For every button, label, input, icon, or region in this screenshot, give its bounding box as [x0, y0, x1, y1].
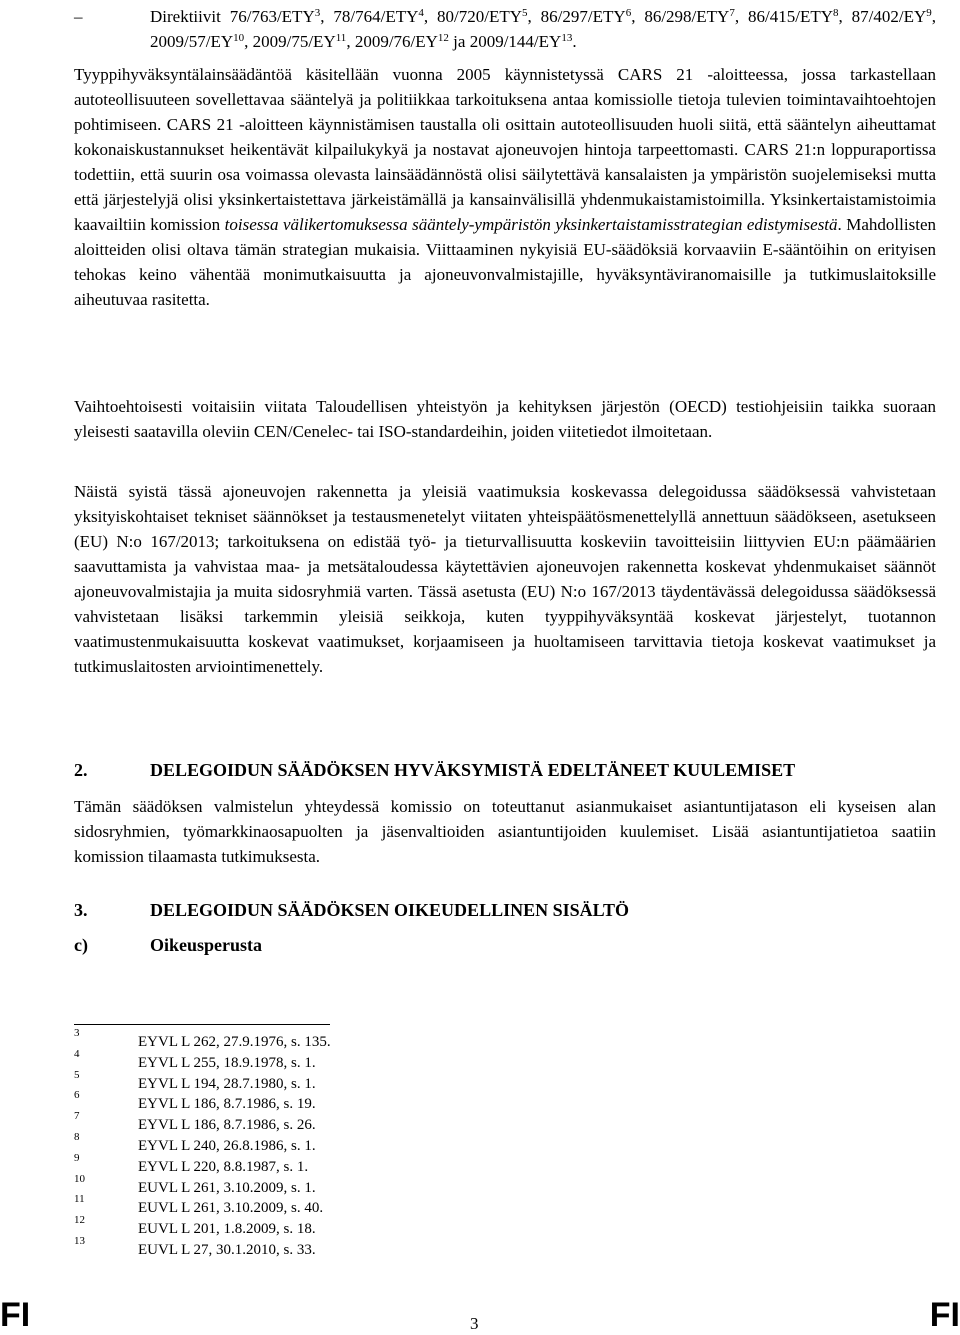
footnote-number: 13 [74, 1235, 85, 1247]
text-run: Tyyppihyväksyntälainsäädäntöä käsitellään vuonna 2005 käynnistetyssä CARS 21 -aloitteessa, jossa tarkastellaan autoteollisuuteen sovellettavaa sääntelyä ja politiikkaa tarkoituksena antaa komissiolle tietoja tulevien toimintavaihtoehtojen pohtimiseen. [74, 65, 936, 134]
footnote-ref[interactable]: 7 [729, 7, 735, 19]
footnote-ref[interactable]: 11 [335, 32, 347, 44]
footnote-text: EYVL L 255, 18.9.1978, s. 1. [138, 1055, 316, 1071]
directive-ref: , 87/402/EY [838, 7, 927, 26]
footer-language-left: FI [0, 1296, 31, 1334]
footnote-text: EUVL L 261, 3.10.2009, s. 40. [138, 1200, 324, 1216]
directive-list-item [74, 4, 936, 54]
directive-ref: , 80/720/ETY [423, 7, 523, 26]
paragraph-cars21-text [74, 62, 936, 312]
footnote-text: EUVL L 27, 30.1.2010, s. 33. [138, 1242, 316, 1258]
directive-ref: , 86/297/ETY [527, 7, 626, 26]
directive-ref: , 86/298/ETY [631, 7, 730, 26]
text-run: CARS 21:n loppuraportissa todettiin, että suurin osa voimassa olevasta lainsäädännöstä olisi säilytettävä kansalaisten ja ympäristön suojelemiseksi mutta että järjestelyjä olisi yksinkertaistettava järkeistämällä ja kansainvälisillä yhdenmukaistamistoimilla. Yksinkertaistamistoimia kaavailtiin komission [74, 140, 936, 234]
footnote-text: EYVL L 186, 8.7.1986, s. 19. [138, 1096, 316, 1112]
page-number: 3 [470, 1314, 479, 1333]
footnote-ref[interactable]: 8 [833, 7, 839, 19]
subsection-number: c) [74, 935, 88, 955]
footnote-ref[interactable]: 5 [522, 7, 528, 19]
paragraph-cars21 [74, 62, 936, 312]
subsection-heading-c [74, 935, 262, 956]
footnote-text: EUVL L 201, 1.8.2009, s. 18. [138, 1221, 316, 1237]
footnote-number: 3 [74, 1027, 80, 1039]
footnote-number: 8 [74, 1131, 80, 1143]
directive-ref: , 78/764/ETY [320, 7, 419, 26]
footnote-number: 5 [74, 1069, 80, 1081]
list-dash: – [74, 7, 83, 26]
footer-language-right: FI [929, 1296, 960, 1334]
text-run: CARS 21 -aloitteen käynnistämisen taustalla oli osittain autoteollisuuden huoli siitä, että sääntelyn aiheuttamat kokonaiskustannukset heikentävät kilpailukykyä ja nostavat ajoneuvojen hintoja tarpeettomasti. [74, 115, 936, 159]
paragraph-oecd-text: Vaihtoehtoisesti voitaisiin viitata Taloudellisen yhteistyön ja kehityksen järjestön (OECD) testiohjeisiin taikka suoraan yleisesti saatavilla oleviin CEN/Cenelec- tai ISO-standardeihin, joiden viitetiedot ilmoitetaan. [74, 397, 936, 441]
footnote-text: EYVL L 194, 28.7.1980, s. 1. [138, 1076, 316, 1092]
section-title: DELEGOIDUN SÄÄDÖKSEN OIKEUDELLINEN SISÄLTÖ [150, 900, 629, 920]
footnote-number: 11 [74, 1193, 85, 1205]
footnote-number: 6 [74, 1089, 80, 1101]
section-title: DELEGOIDUN SÄÄDÖKSEN HYVÄKSYMISTÄ EDELTÄNEET KUULEMISET [150, 760, 796, 780]
subsection-title: Oikeusperusta [150, 935, 263, 955]
footnote-ref[interactable]: 9 [926, 7, 932, 19]
report-title-italic: toisessa välikertomuksessa sääntely-ympäristön yksinkertaistamisstrategian edistymisestä [224, 215, 838, 234]
directive-ref: , 2009/75/EY [244, 32, 336, 51]
section-number: 3. [74, 900, 88, 920]
directive-list-text [150, 4, 936, 54]
footnote-ref[interactable]: 3 [314, 7, 321, 19]
footnote-text: EYVL L 240, 26.8.1986, s. 1. [138, 1138, 316, 1154]
directive-intro: Direktiivit 76/763/ETY [150, 7, 315, 26]
footnote-number: 4 [74, 1048, 80, 1060]
footnote-ref[interactable]: 12 [437, 32, 449, 44]
footnote-ref[interactable]: 10 [233, 32, 245, 44]
section-heading-2 [74, 760, 795, 781]
section-heading-3 [74, 900, 629, 921]
footnote-number: 7 [74, 1110, 80, 1122]
directive-ref: , 2009/57/EY [150, 7, 937, 51]
directive-ref: , 2009/76/EY [346, 32, 438, 51]
footnote-text: EYVL L 186, 8.7.1986, s. 26. [138, 1117, 316, 1133]
paragraph-reasons [74, 479, 936, 679]
footnote-text: EYVL L 262, 27.9.1976, s. 135. [138, 1034, 331, 1050]
footnote-text: EUVL L 261, 3.10.2009, s. 1. [138, 1180, 316, 1196]
directive-ref: . [572, 32, 577, 51]
paragraph-consultation-text: Tämän säädöksen valmistelun yhteydessä komissio on toteuttanut asianmukaiset asiantuntijatason eli kyseisen alan sidosryhmien, työmarkkinaosapuolten ja jäsenvaltioiden asiantuntijoiden kuulemiset. Lisää asiantuntijatietoa saatiin komission tilaamasta tutkimuksesta. [74, 797, 936, 866]
footnote-ref[interactable]: 13 [561, 32, 573, 44]
section-number: 2. [74, 760, 88, 780]
directive-ref: , 86/415/ETY [734, 7, 833, 26]
paragraph-reasons-text: Näistä syistä tässä ajoneuvojen rakennetta ja yleisiä vaatimuksia koskevassa delegoidussa säädöksessä vahvistetaan yksityiskohtaiset tekniset säännökset ja testausmenetelyt viitaten yhteispäätösmenettelyllä annettuun säädökseen, asetukseen (EU) N:o 167/2013; tarkoituksena on edistää työ- ja tieturvallisuutta koskeviin tavoitteisiin liittyvien EU:n päämäärien saavuttamista ja vahvistaa maa- ja metsätaloudessa käytettävien ajoneuvojen rakennetta koskevat yhdenmukaiset säännöt ajoneuvovalmistajia ja muita sidosryhmiä varten. Tässä asetusta (EU) N:o 167/2013 täydentävässä delegoidussa säädöksessä vahvistetaan lisäksi tarkemmin yleisiä seikkoja, kuten tyyppihyväksyntää koskevat järjestelyt, tuotannon vaatimustenmukaisuutta koskevat vaatimukset, korjaamiseen ja huoltamiseen tarvittavia tietoja koskevat vaatimukset ja tutkimuslaitosten arviointimenettely. [74, 482, 936, 676]
paragraph-consultation [74, 794, 936, 869]
text-run: . Mahdollisten aloitteiden olisi oltava tämän strategian mukaisia. Viittaaminen nykyisiä EU-säädöksiä korvaaviin E-sääntöihin on erityisen tehokas keino vähentää monimutkaisuutta ja ajoneuvonvalmistajille, hyväksyntäviranomaisille ja tutkimuslaitoksille aiheutuvaa rasitetta. [74, 215, 936, 309]
paragraph-oecd [74, 394, 936, 444]
footnote-text: EYVL L 220, 8.8.1987, s. 1. [138, 1159, 309, 1175]
directive-ref: ja 2009/144/EY [448, 32, 562, 51]
footnote-number: 10 [74, 1173, 85, 1185]
footnote-ref[interactable]: 4 [418, 7, 424, 19]
footnote-separator [74, 1024, 330, 1025]
footnote-number: 12 [74, 1214, 85, 1226]
footnote-ref[interactable]: 6 [625, 7, 632, 19]
footnote-number: 9 [74, 1152, 80, 1164]
